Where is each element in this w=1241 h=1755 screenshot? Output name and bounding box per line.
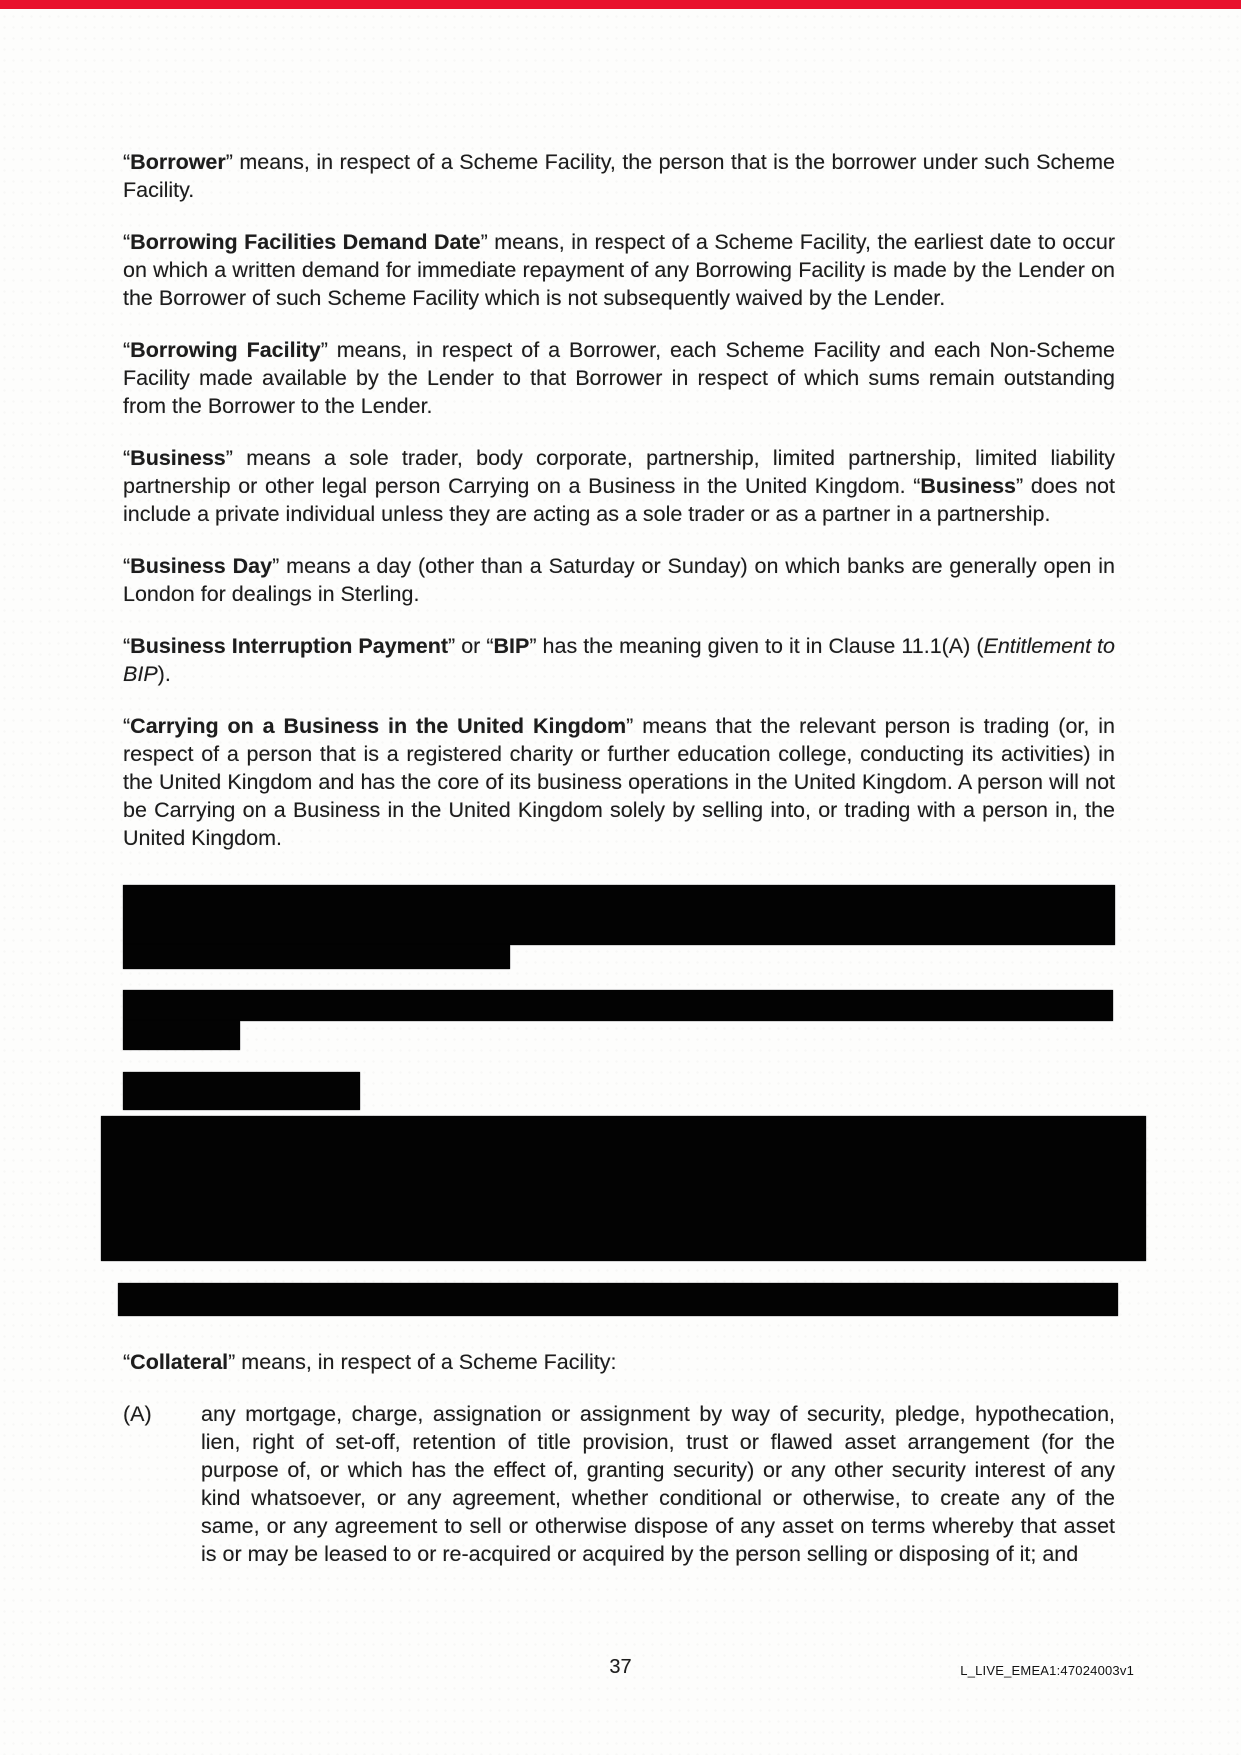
redaction-block: [118, 1283, 1118, 1316]
clause-a-label: (A): [123, 1402, 152, 1426]
document-reference: L_LIVE_EMEA1:47024003v1: [960, 1663, 1134, 1678]
body-text: “: [123, 230, 131, 254]
redaction-block: [123, 1021, 240, 1050]
body-text: “: [123, 1350, 131, 1374]
body-text: “: [123, 554, 131, 578]
definition-borrowing-facility: [123, 336, 1115, 420]
redaction-block: [101, 1116, 1146, 1261]
defined-term: Borrower: [130, 150, 226, 174]
body-text: ” has the meaning given to it in Clause 11.1(A) (: [529, 634, 984, 658]
redaction-area: [123, 876, 1115, 1324]
body-text: “: [123, 446, 131, 470]
defined-term: BIP: [493, 634, 530, 658]
body-text: ” means, in respect of a Scheme Facility, the person that is the borrower under such Scheme Facility.: [123, 150, 1115, 202]
body-text: ” means a sole trader, body corporate, partnership, limited partnership, limited liability partnership or other legal person Carrying on a Business in the United Kingdom. “: [123, 446, 1115, 498]
definition-business-day: [123, 552, 1115, 608]
body-text: “: [123, 150, 131, 174]
body-text: any mortgage, charge, assignation or assignment by way of security, pledge, hypothecation, lien, right of set-off, retention of title provision, trust or flawed asset arrangement (for the purpose of, or which has the effect of, granting security) or any other security interest of any kind whatsoever, or any agreement, whether conditional or otherwise, to create any of the same, or any agreement to sell or otherwise dispose of any asset on terms whereby that asset is or may be leased to or re-acquired or acquired by the person selling or disposing of it; and: [201, 1402, 1115, 1566]
clause-a: [123, 1400, 1115, 1568]
italic-reference: Entitlement to BIP: [123, 634, 1115, 686]
body-text: ” means, in respect of a Borrower, each Scheme Facility and each Non-Scheme Facility made available by the Lender to that Borrower in respect of which sums remain outstanding from the Borrower to the Lender.: [123, 338, 1115, 418]
redaction-block: [123, 945, 510, 969]
definition-business-interruption-payment: [123, 632, 1115, 688]
body-text: “: [123, 338, 131, 362]
body-text: ).: [157, 662, 171, 686]
redaction-block: [123, 885, 1115, 945]
defined-term: Collateral: [130, 1350, 229, 1374]
definition-collateral: [123, 1348, 1115, 1376]
body-text: ” means, in respect of a Scheme Facility:: [228, 1350, 617, 1374]
clause-a-text: [201, 1400, 1115, 1568]
body-text: “: [123, 634, 131, 658]
defined-term: Business Interruption Payment: [130, 634, 449, 658]
definition-borrower: [123, 148, 1115, 204]
definition-business: [123, 444, 1115, 528]
defined-term: Carrying on a Business in the United Kingdom: [130, 714, 627, 738]
definition-borrowing-facilities-demand-date: [123, 228, 1115, 312]
body-text: “: [123, 714, 131, 738]
body-text: ” means that the relevant person is trading (or, in respect of a person that is a registered charity or further education college, conducting its activities) in the United Kingdom and has the core of its business operations in the United Kingdom. A person will not be Carrying on a Business in the United Kingdom solely by selling into, or trading with a person in, the United Kingdom.: [123, 714, 1115, 850]
page-number: 37: [609, 1656, 632, 1678]
red-top-strip: [0, 0, 1241, 9]
defined-term: Business: [920, 474, 1017, 498]
defined-term: Borrowing Facility: [130, 338, 321, 362]
definition-carrying-on-a-business: [123, 712, 1115, 852]
body-text: ” means, in respect of a Scheme Facility, the earliest date to occur on which a written demand for immediate repayment of any Borrowing Facility is made by the Lender on the Borrower of such Scheme Facility which is not subsequently waived by the Lender.: [123, 230, 1115, 310]
body-text: ” does not include a private individual unless they are acting as a sole trader or as a partner in a partnership.: [123, 474, 1115, 526]
body-text: ” or “: [448, 634, 494, 658]
redaction-block: [123, 990, 1113, 1021]
defined-term: Business Day: [130, 554, 273, 578]
defined-term: Borrowing Facilities Demand Date: [130, 230, 481, 254]
defined-term: Business: [130, 446, 226, 470]
document-body: [123, 148, 1115, 1592]
redaction-block: [123, 1072, 360, 1110]
body-text: ” means a day (other than a Saturday or Sunday) on which banks are generally open in London for dealings in Sterling.: [123, 554, 1115, 606]
